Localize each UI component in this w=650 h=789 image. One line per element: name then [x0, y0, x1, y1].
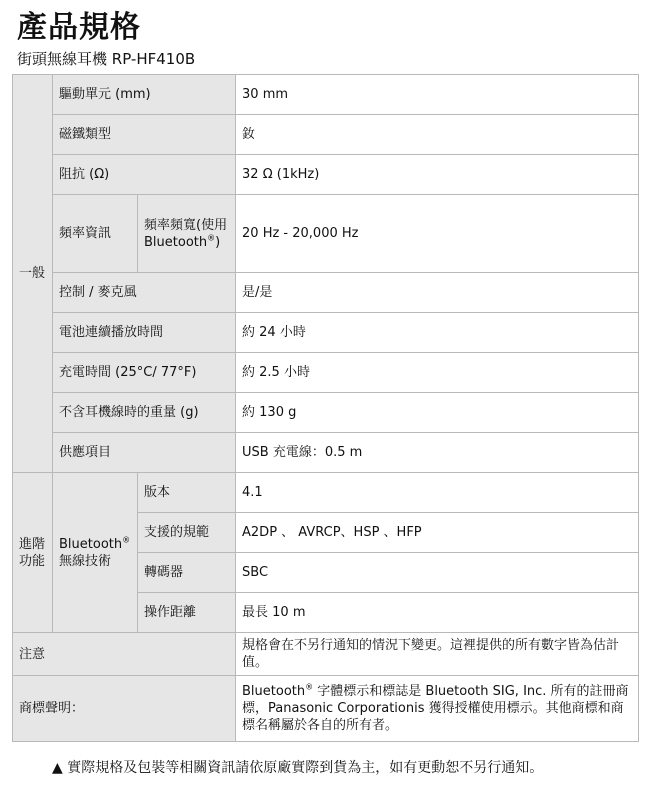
spec-sublabel [138, 195, 236, 273]
table-row [13, 155, 639, 195]
spec-value: 4.1 [236, 473, 639, 513]
table-row [13, 676, 639, 742]
table-row [13, 473, 639, 513]
spec-value: A2DP 、 AVRCP、HSP 、HFP [236, 513, 639, 553]
category-general: 一般 [13, 75, 53, 473]
notice-text: 規格會在不另行通知的情況下變更。這裡提供的所有數字皆為估計值。 [236, 633, 639, 676]
table-row [13, 195, 639, 273]
registered-mark: ® [122, 535, 131, 545]
spec-sublabel-text: 頻率頻寬(使用 Bluetooth [144, 217, 228, 250]
notice-label: 注意 [13, 633, 236, 676]
product-subtitle: 街頭無線耳機 RP-HF410B [17, 50, 196, 68]
spec-label: 供應項目 [53, 433, 236, 473]
bluetooth-group-label [53, 473, 138, 633]
spec-value: 是/是 [236, 273, 639, 313]
footer-note: ▲ 實際規格及包裝等相關資訊請依原廠實際到貨為主，如有更動恕不另行通知。 [52, 760, 544, 776]
table-row [13, 353, 639, 393]
spec-value: 釹 [236, 115, 639, 155]
spec-label: 充電時間 (25°C/ 77°F) [53, 353, 236, 393]
spec-label: 版本 [138, 473, 236, 513]
table-row [13, 433, 639, 473]
spec-label: 磁鐵類型 [53, 115, 236, 155]
registered-mark: ® [207, 233, 216, 243]
spec-value: 20 Hz - 20,000 Hz [236, 195, 639, 273]
table-row [13, 273, 639, 313]
table-row [13, 115, 639, 155]
spec-label: 不含耳機線時的重量 (g) [53, 393, 236, 433]
page-title: 產品規格 [17, 10, 141, 45]
table-row [13, 313, 639, 353]
trademark-text [236, 676, 639, 742]
category-advanced: 進階功能 [13, 473, 53, 633]
spec-value: USB 充電線：0.5 m [236, 433, 639, 473]
spec-sublabel-end: ) [215, 234, 221, 250]
spec-label: 驅動單元 (mm) [53, 75, 236, 115]
spec-value: 約 2.5 小時 [236, 353, 639, 393]
table-row [13, 75, 639, 115]
spec-label: 阻抗 (Ω) [53, 155, 236, 195]
trademark-text-body: 字體標示和標誌是 Bluetooth SIG, Inc. 所有的註冊商標，Panasonic Corporationis 獲得授權使用標示。其他商標和商標名稱屬於各自的所有者。 [242, 684, 629, 733]
trademark-label: 商標聲明： [13, 676, 236, 742]
trademark-text-start: Bluetooth [242, 684, 306, 699]
spec-label: 控制 / 麥克風 [53, 273, 236, 313]
registered-mark: ® [305, 682, 314, 692]
spec-value: 約 130 g [236, 393, 639, 433]
table-row [13, 633, 639, 676]
bluetooth-group-text: Bluetooth [59, 536, 123, 552]
spec-value: 最長 10 m [236, 593, 639, 633]
spec-label: 轉碼器 [138, 553, 236, 593]
spec-label: 支援的規範 [138, 513, 236, 553]
spec-label: 操作距離 [138, 593, 236, 633]
spec-label: 頻率資訊 [53, 195, 138, 273]
spec-value: SBC [236, 553, 639, 593]
spec-table [12, 74, 639, 742]
spec-value: 32 Ω (1kHz) [236, 155, 639, 195]
bluetooth-group-text-line2: 無線技術 [59, 553, 112, 569]
spec-value: 約 24 小時 [236, 313, 639, 353]
spec-value: 30 mm [236, 75, 639, 115]
spec-label: 電池連續播放時間 [53, 313, 236, 353]
table-row [13, 393, 639, 433]
